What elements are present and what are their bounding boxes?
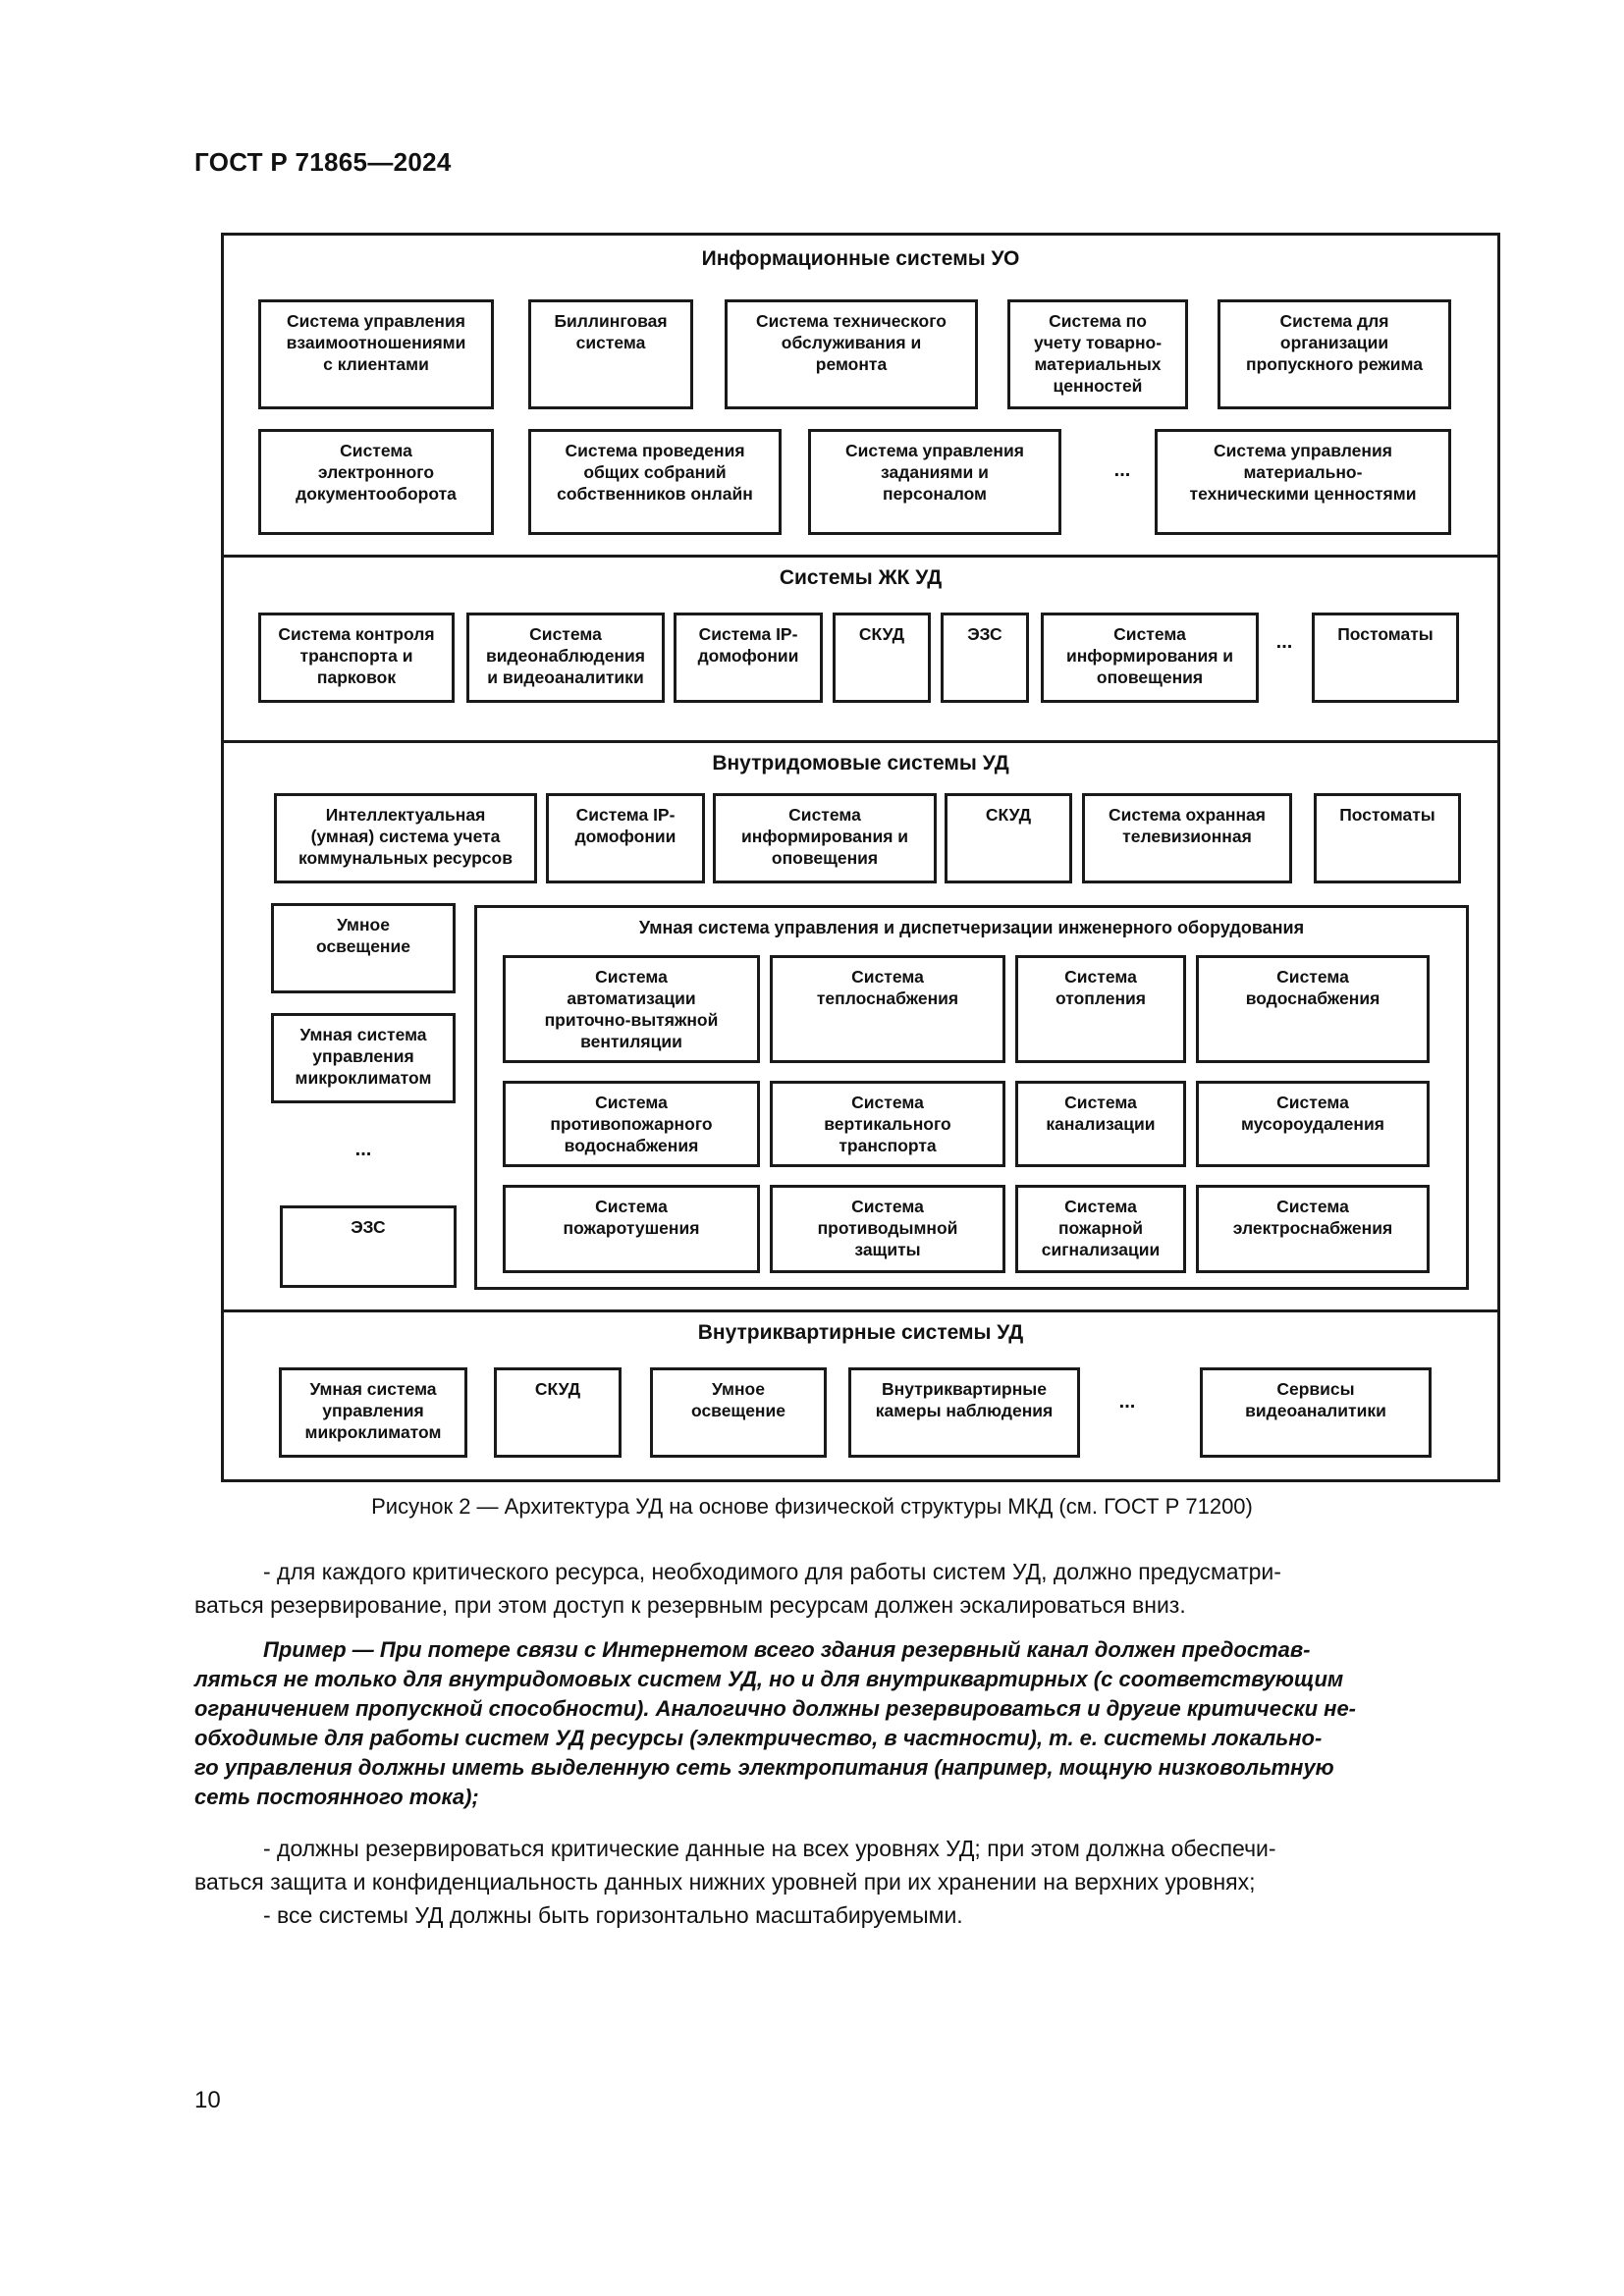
paragraph-reservation xyxy=(194,1555,1522,1622)
box-crm: Система управления взаимоотношениями с клиентами xyxy=(258,299,494,409)
box-security-tv: Система охранная телевизионная xyxy=(1082,793,1292,883)
box-sewage: Система канализации xyxy=(1015,1081,1186,1167)
ellipsis: ... xyxy=(354,1139,372,1160)
box-skud: СКУД xyxy=(833,613,931,703)
note-line: ограничением пропускной способности). Аналогично должны резервироваться и другие критически не- xyxy=(194,1696,1357,1721)
box-water-supply: Система водоснабжения xyxy=(1196,955,1430,1063)
box-notification: Система информирования и оповещения xyxy=(713,793,937,883)
box-edms: Система электронного документооборота xyxy=(258,429,494,535)
paragraph-line: - все системы УД должны быть горизонтально масштабируемыми. xyxy=(263,1902,963,1928)
section-divider xyxy=(224,1309,1497,1312)
box-notification: Система информирования и оповещения xyxy=(1041,613,1259,703)
box-ip-intercom: Система IP- домофонии xyxy=(674,613,823,703)
ellipsis: ... xyxy=(1113,459,1131,481)
box-smart-climate: Умная система управления микроклиматом xyxy=(271,1013,456,1103)
box-heat-supply: Система теплоснабжения xyxy=(770,955,1005,1063)
note-line: сеть постоянного тока); xyxy=(194,1785,479,1809)
paragraph-line: - должны резервироваться критические данные на всех уровнях УД; при этом должна обеспечи- xyxy=(263,1836,1276,1861)
box-video-surveillance: Система видеонаблюдения и видеоаналитики xyxy=(466,613,665,703)
box-smoke-protection: Система противодымной защиты xyxy=(770,1185,1005,1273)
box-apt-climate: Умная система управления микроклиматом xyxy=(279,1367,467,1458)
box-fire-suppression: Система пожаротушения xyxy=(503,1185,760,1273)
engineering-dispatch-frame xyxy=(474,905,1469,1290)
box-smart-metering: Интеллектуальная (умная) система учета коммунальных ресурсов xyxy=(274,793,537,883)
box-maintenance: Система технического обслуживания и ремонта xyxy=(725,299,978,409)
box-skud: СКУД xyxy=(945,793,1072,883)
engineering-title: Умная система управления и диспетчеризации инженерного оборудования xyxy=(638,918,1305,937)
section-title-zhk: Системы ЖК УД xyxy=(779,566,943,589)
box-inventory: Система по учету товарно- материальных ценностей xyxy=(1007,299,1188,409)
box-owners-meetings: Система проведения общих собраний собственников онлайн xyxy=(528,429,782,535)
section-divider xyxy=(224,740,1497,743)
box-tasks-staff: Система управления заданиями и персоналом xyxy=(808,429,1061,535)
box-ip-intercom: Система IP- домофонии xyxy=(546,793,705,883)
box-waste: Система мусороудаления xyxy=(1196,1081,1430,1167)
note-line: ляться не только для внутридомовых систем УД, но и для внутриквартирных (с соответствующим xyxy=(194,1667,1344,1691)
box-fire-alarm: Система пожарной сигнализации xyxy=(1015,1185,1186,1273)
figure-caption: Рисунок 2 — Архитектура УД на основе физической структуры МКД (см. ГОСТ Р 71200) xyxy=(371,1494,1253,1519)
box-video-analytics: Сервисы видеоаналитики xyxy=(1200,1367,1432,1458)
ellipsis: ... xyxy=(1275,631,1293,653)
document-header: ГОСТ Р 71865—2024 xyxy=(194,147,452,177)
page-number: 10 xyxy=(194,2087,221,2113)
box-ezs: ЭЗС xyxy=(941,613,1029,703)
box-billing: Биллинговая система xyxy=(528,299,693,409)
section-title-apartment: Внутриквартирные системы УД xyxy=(697,1321,1024,1344)
box-material-assets: Система управления материально- техническими ценностями xyxy=(1155,429,1451,535)
box-fire-water: Система противопожарного водоснабжения xyxy=(503,1081,760,1167)
section-divider xyxy=(224,555,1497,558)
paragraph-line: - для каждого критического ресурса, необходимого для работы систем УД, должно предусматри- xyxy=(263,1559,1281,1584)
note-line: Пример — При потере связи с Интернетом всего здания резервный канал должен предостав- xyxy=(263,1637,1311,1662)
box-apt-cameras: Внутриквартирные камеры наблюдения xyxy=(848,1367,1080,1458)
paragraph-line: ваться защита и конфиденциальность данных нижних уровней при их хранении на верхних уровнях; xyxy=(194,1869,1256,1895)
box-transport-parking: Система контроля транспорта и парковок xyxy=(258,613,455,703)
box-access-regime: Система для организации пропускного режима xyxy=(1218,299,1451,409)
paragraph-data-protection xyxy=(194,1832,1522,1932)
box-parcel-lockers: Постоматы xyxy=(1312,613,1459,703)
paragraph-line: ваться резервирование, при этом доступ к резервным ресурсам должен эскалироваться вниз. xyxy=(194,1592,1186,1618)
box-power-supply: Система электроснабжения xyxy=(1196,1185,1430,1273)
section-title-uo: Информационные системы УО xyxy=(701,247,1020,270)
example-note xyxy=(194,1635,1522,1812)
box-apt-skud: СКУД xyxy=(494,1367,622,1458)
box-vertical-transport: Система вертикального транспорта xyxy=(770,1081,1005,1167)
box-parcel-lockers: Постоматы xyxy=(1314,793,1461,883)
ellipsis: ... xyxy=(1118,1391,1136,1413)
architecture-diagram xyxy=(221,233,1500,1482)
box-heating: Система отопления xyxy=(1015,955,1186,1063)
box-smart-lighting: Умное освещение xyxy=(271,903,456,993)
box-ventilation: Система автоматизации приточно-вытяжной вентиляции xyxy=(503,955,760,1063)
note-line: обходимые для работы систем УД ресурсы (электричество, в частности), т. е. системы локально- xyxy=(194,1726,1323,1750)
section-title-building: Внутридомовые системы УД xyxy=(712,752,1009,774)
box-apt-lighting: Умное освещение xyxy=(650,1367,827,1458)
note-line: го управления должны иметь выделенную сеть электропитания (например, мощную низковольтную xyxy=(194,1755,1334,1780)
box-ezs: ЭЗС xyxy=(280,1205,457,1288)
